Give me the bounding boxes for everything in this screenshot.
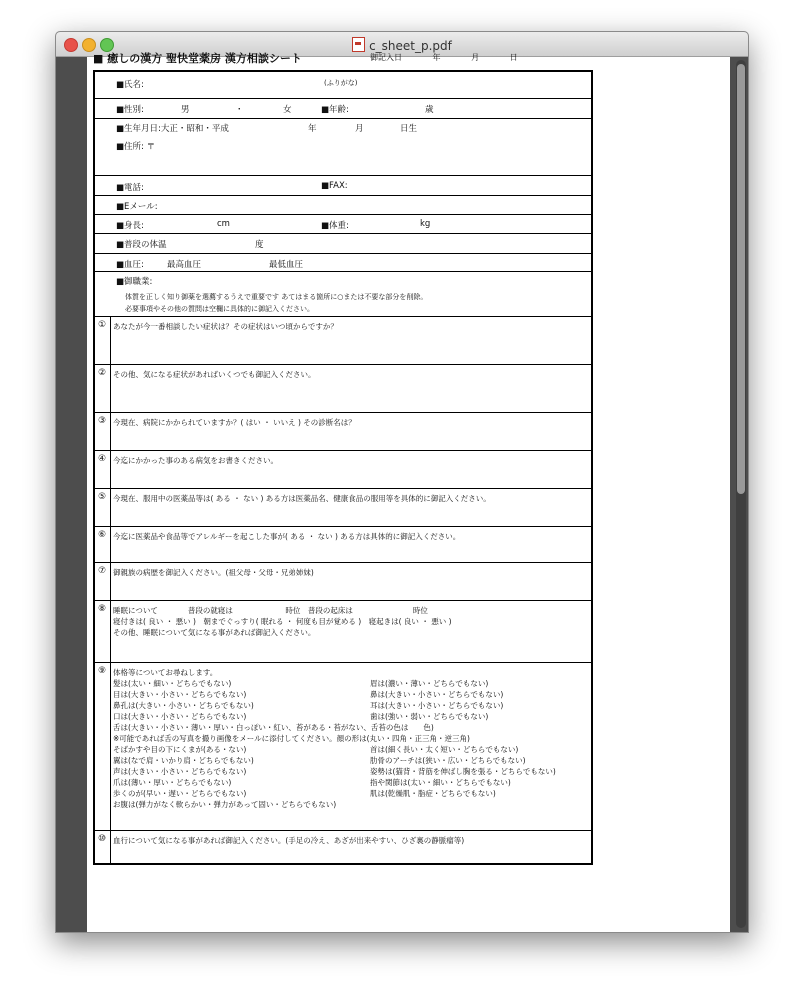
job-label: ■御職業: (116, 277, 153, 287)
document-title: ■ 癒しの漢方 聖快堂薬房 漢方相談シート (93, 52, 302, 65)
weight-unit: kg (420, 219, 431, 229)
question-number-column (110, 489, 111, 526)
body-left-11: 歩くのが(早い・遅い・どちらでもない) (113, 789, 247, 798)
question-9-number: ⑨ (97, 666, 107, 676)
question-number-column (110, 527, 111, 562)
question-4-text: 今迄にかかった事のある病気をお書きください。 (113, 456, 278, 465)
blood-pressure-row[interactable] (95, 254, 591, 272)
body-left-9: 声は(大きい・小さい・どちらでもない) (113, 767, 247, 776)
question-number-column (110, 365, 111, 412)
question-number-column (110, 451, 111, 488)
question-9[interactable] (95, 663, 591, 831)
question-6-number: ⑥ (97, 530, 107, 540)
body-left-12: お腹は(弾力がなく軟らかい・弾力があって固い・どちらでもない) (113, 800, 337, 809)
question-number-column (110, 413, 111, 450)
birth-label: ■生年月日:大正・昭和・平成 (116, 124, 229, 134)
body-left-1: 髪は(太い・細い・どちらでもない) (113, 679, 232, 688)
name-label: ■氏名: (116, 80, 144, 90)
bp-label: ■血圧: (116, 260, 144, 270)
date-year: 年 (432, 53, 441, 62)
body-right-2: 鼻は(大きい・小さい・どちらでもない) (370, 690, 504, 699)
question-10-text: 血行について気になる事があれば御記入ください。(手足の冷え、あざが出来やすい、ひざ裏の静脈瘤等) (113, 836, 465, 845)
question-1[interactable] (95, 317, 591, 365)
body-right-10: 指や関節は(太い・細い・どちらでもない) (370, 778, 511, 787)
male-option[interactable]: 男 (181, 105, 190, 115)
question-5-number: ⑤ (97, 492, 107, 502)
birth-month: 月 (355, 124, 364, 134)
scroll-thumb[interactable] (737, 64, 745, 494)
date-label: 御記入日 (370, 53, 402, 62)
sleep-line-1: 睡眠について 普段の就寝は 時位 普段の起床は 時位 (113, 606, 428, 615)
sex-label: ■性別: (116, 105, 144, 115)
window-title-text: c_sheet_p.pdf (369, 39, 452, 53)
question-1-text: あなたが今一番相談したい症状は？その症状はいつ頃からですか？ (113, 322, 338, 331)
body-left-5: 舌は(大きい・小さい・薄い・厚い・白っぽい・紅い、苔がある・苔がない、舌苔の色は 色) (113, 723, 434, 732)
birth-row[interactable] (95, 119, 591, 137)
question-4-number: ④ (97, 454, 107, 464)
bp-low-label: 最低血圧 (269, 260, 304, 270)
question-7[interactable] (95, 563, 591, 601)
temperature-label: ■普段の体温 (116, 240, 167, 250)
body-right-3: 耳は(大きい・小さい・どちらでもない) (370, 701, 504, 710)
body-left-10: 爪は(薄い・厚い・どちらでもない) (113, 778, 232, 787)
body-left-7: そばかすや目の下にくまが(ある・ない) (113, 745, 247, 754)
age-label: ■年齢: (321, 105, 349, 115)
question-5-text: 今現在、服用中の医薬品等は( ある ・ ない ) ある方は医薬品名、健康食品の服用等を具体的に御記入ください。 (113, 494, 491, 503)
pdf-file-icon (352, 37, 365, 52)
question-4[interactable] (95, 451, 591, 489)
question-3-text: 今現在、病院にかかられていますか？( はい ・ いいえ ) その診断名は？ (113, 418, 356, 427)
temperature-row[interactable] (95, 234, 591, 254)
sleep-line-2: 寝付きは( 良い ・ 悪い ) 朝までぐっすり( 眠れる ・ 何度も目が覚める ) 寝起きは( 良い ・ 悪い ) (113, 617, 452, 626)
body-left-2: 目は(大きい・小さい・どちらでもない) (113, 690, 247, 699)
birth-day: 日生 (400, 124, 418, 134)
body-right-4: 歯は(強い・弱い・どちらでもない) (370, 712, 489, 721)
question-number-column (110, 317, 111, 364)
vertical-scrollbar[interactable] (736, 60, 746, 928)
question-10[interactable] (95, 831, 591, 865)
sex-separator: ・ (235, 105, 244, 115)
question-3[interactable] (95, 413, 591, 451)
body-left-4: 口は(大きい・小さい・どちらでもない) (113, 712, 247, 721)
birth-year: 年 (308, 124, 317, 134)
body-right-9: 姿勢は(猫背・背筋を伸ばし胸を張る・どちらでもない) (370, 767, 556, 776)
question-1-number: ① (97, 320, 107, 330)
address-label: ■住所: 〒 (116, 142, 156, 152)
question-8-number: ⑧ (97, 604, 107, 614)
question-6-text: 今迄に医薬品や食品等でアレルギーを起こした事が( ある ・ ない ) ある方は具体的に御記入ください。 (113, 532, 461, 541)
question-10-number: ⑩ (97, 834, 107, 844)
temperature-unit: 度 (255, 240, 264, 250)
sex-age-row[interactable] (95, 99, 591, 119)
body-left-6: ※可能であれば舌の写真を撮り画像をメールに添付してください。顔の形は(丸い・四角・正三角・逆三角) (113, 734, 470, 743)
body-right-7: 首は(細く長い・太く短い・どちらでもない) (370, 745, 519, 754)
job-row[interactable] (95, 272, 591, 317)
body-right-1: 眉は(濃い・薄い・どちらでもない) (370, 679, 489, 688)
body-right-8: 肋骨のアーチは(狭い・広い・どちらでもない) (370, 756, 526, 765)
age-unit: 歳 (425, 105, 434, 115)
body-left-8: 翼は(なで肩・いかり肩・どちらでもない) (113, 756, 254, 765)
body-left-3: 鼻孔は(大きい・小さい・どちらでもない) (113, 701, 254, 710)
bp-high-label: 最高血圧 (167, 260, 202, 270)
fax-label: ■FAX: (321, 181, 348, 191)
question-2[interactable] (95, 365, 591, 413)
question-8[interactable] (95, 601, 591, 663)
body-left-0: 体格等についてお尋ねします。 (113, 668, 218, 677)
sleep-line-3: その他、睡眠について気になる事があれば御記入ください。 (113, 628, 316, 637)
email-row[interactable] (95, 196, 591, 215)
date-month: 月 (471, 53, 480, 62)
female-option[interactable]: 女 (283, 105, 292, 115)
question-6[interactable] (95, 527, 591, 563)
note-line-1: 体質を正しく知り御薬を選薦するうえで重要です あてはまる箇所に○または不要な部分を削除。 (125, 293, 428, 301)
question-number-column (110, 563, 111, 600)
question-7-number: ⑦ (97, 566, 107, 576)
furigana-label: (ふりがな) (324, 79, 358, 87)
height-unit: cm (217, 219, 230, 229)
height-label: ■身長: (116, 221, 144, 231)
document-date (370, 52, 546, 63)
name-row[interactable] (95, 72, 591, 99)
phone-label: ■電話: (116, 183, 144, 193)
question-2-text: その他、気になる症状があればいくつでも御記入ください。 (113, 370, 316, 379)
question-number-column (110, 831, 111, 865)
phone-fax-row[interactable] (95, 176, 591, 196)
question-7-text: 御親族の病歴を御記入ください。(祖父母・父母・兄弟姉妹) (113, 568, 314, 577)
consultation-form (93, 70, 593, 865)
question-5[interactable] (95, 489, 591, 527)
question-2-number: ② (97, 368, 107, 378)
address-row[interactable] (95, 137, 591, 176)
date-day: 日 (509, 53, 518, 62)
note-line-2: 必要事項やその他の質問は空欄に具体的に御記入ください。 (125, 305, 314, 313)
question-number-column (110, 663, 111, 830)
weight-label: ■体重: (321, 221, 349, 231)
email-label: ■Eメール: (116, 202, 158, 212)
height-weight-row[interactable] (95, 215, 591, 234)
question-number-column (110, 601, 111, 662)
body-right-11: 肌は(乾燥肌・脂症・どちらでもない) (370, 789, 496, 798)
question-3-number: ③ (97, 416, 107, 426)
